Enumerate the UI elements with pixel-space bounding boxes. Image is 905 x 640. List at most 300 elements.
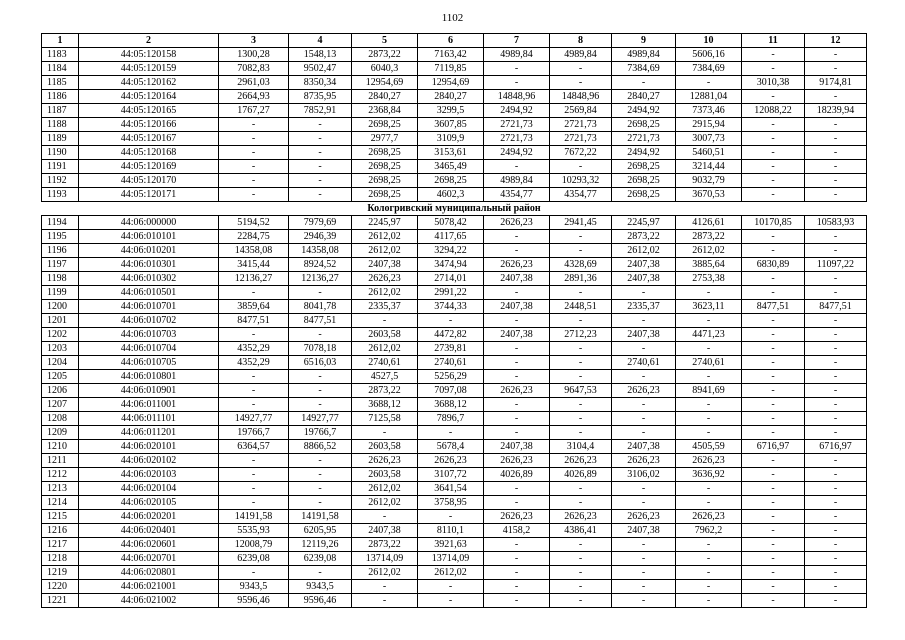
table-row	[42, 62, 867, 76]
table-cell: 3107,72	[418, 468, 484, 482]
table-cell: -	[289, 146, 352, 160]
table-row	[42, 552, 867, 566]
table-cell: 2407,38	[612, 440, 676, 454]
table-cell: 2721,73	[484, 132, 550, 146]
table-row	[42, 412, 867, 426]
table-cell: 6830,89	[742, 258, 805, 272]
table-cell: 10583,93	[805, 216, 867, 230]
table-cell: 14358,08	[219, 244, 289, 258]
cadastral-code: 44:06:020801	[79, 566, 219, 580]
table-cell: -	[742, 90, 805, 104]
table-cell: -	[484, 76, 550, 90]
table-cell: -	[742, 244, 805, 258]
table-cell: -	[484, 412, 550, 426]
table-cell: 2335,37	[612, 300, 676, 314]
table-cell: 2714,01	[418, 272, 484, 286]
table-cell: -	[219, 454, 289, 468]
table-cell: 2698,25	[352, 160, 418, 174]
table-cell: 2448,51	[550, 300, 612, 314]
table-cell: -	[805, 314, 867, 328]
cadastral-code: 44:06:021001	[79, 580, 219, 594]
table-cell: -	[219, 160, 289, 174]
table-cell: -	[289, 454, 352, 468]
table-cell: 2721,73	[612, 132, 676, 146]
cadastral-code: 44:05:120158	[79, 48, 219, 62]
cadastral-code: 44:05:120159	[79, 62, 219, 76]
table-cell: 7125,58	[352, 412, 418, 426]
table-cell: 2494,92	[612, 146, 676, 160]
row-number: 1211	[42, 454, 79, 468]
table-cell: -	[484, 286, 550, 300]
table-cell: 2603,58	[352, 440, 418, 454]
table-cell: 5678,4	[418, 440, 484, 454]
table-cell: -	[805, 412, 867, 426]
table-cell: -	[805, 356, 867, 370]
table-cell: -	[352, 510, 418, 524]
table-row	[42, 104, 867, 118]
table-cell: 2612,02	[352, 286, 418, 300]
table-cell: -	[550, 580, 612, 594]
table-cell: -	[676, 538, 742, 552]
cadastral-code: 44:06:020601	[79, 538, 219, 552]
table-cell: -	[676, 314, 742, 328]
row-number: 1213	[42, 482, 79, 496]
row-number: 1215	[42, 510, 79, 524]
column-header: 6	[418, 34, 484, 48]
table-cell: -	[805, 160, 867, 174]
table-cell: 2368,84	[352, 104, 418, 118]
row-number: 1194	[42, 216, 79, 230]
row-number: 1207	[42, 398, 79, 412]
table-cell: -	[742, 594, 805, 608]
column-header: 5	[352, 34, 418, 48]
table-cell: 2245,97	[352, 216, 418, 230]
table-cell: -	[805, 62, 867, 76]
table-cell: 6516,03	[289, 356, 352, 370]
table-cell: 2626,23	[676, 510, 742, 524]
table-cell: 2494,92	[484, 146, 550, 160]
table-row	[42, 398, 867, 412]
table-cell: -	[742, 272, 805, 286]
table-cell: -	[484, 398, 550, 412]
table-cell: 14848,96	[484, 90, 550, 104]
cadastral-code: 44:06:020401	[79, 524, 219, 538]
table-cell: 2245,97	[612, 216, 676, 230]
cadastral-code: 44:06:011001	[79, 398, 219, 412]
row-number: 1205	[42, 370, 79, 384]
table-cell: 7097,08	[418, 384, 484, 398]
table-cell: 2698,25	[612, 118, 676, 132]
table-row	[42, 370, 867, 384]
table-cell: -	[805, 118, 867, 132]
table-cell: -	[805, 426, 867, 440]
table-cell: 8477,51	[742, 300, 805, 314]
table-cell: 3641,54	[418, 482, 484, 496]
table-cell: -	[805, 146, 867, 160]
table-cell: -	[742, 398, 805, 412]
table-cell: -	[219, 118, 289, 132]
table-cell: 3010,38	[742, 76, 805, 90]
table-row	[42, 580, 867, 594]
table-row	[42, 160, 867, 174]
table-cell: -	[742, 412, 805, 426]
table-cell: 7078,18	[289, 342, 352, 356]
table-cell: -	[742, 132, 805, 146]
table-cell: 3744,33	[418, 300, 484, 314]
table-cell: 2840,27	[418, 90, 484, 104]
table-cell: 4472,82	[418, 328, 484, 342]
table-cell: 4471,23	[676, 328, 742, 342]
table-cell: -	[352, 580, 418, 594]
table-cell: -	[612, 566, 676, 580]
row-number: 1193	[42, 188, 79, 202]
row-number: 1208	[42, 412, 79, 426]
table-cell: 3607,85	[418, 118, 484, 132]
table-cell: 7119,85	[418, 62, 484, 76]
table-cell: 2335,37	[352, 300, 418, 314]
table-cell: 2407,38	[612, 258, 676, 272]
row-number: 1197	[42, 258, 79, 272]
table-cell: -	[484, 62, 550, 76]
table-row	[42, 300, 867, 314]
table-cell: 10170,85	[742, 216, 805, 230]
table-cell: 8866,52	[289, 440, 352, 454]
column-header: 7	[484, 34, 550, 48]
table-cell: 3465,49	[418, 160, 484, 174]
table-cell: 4989,84	[484, 174, 550, 188]
table-row	[42, 594, 867, 608]
table-row	[42, 454, 867, 468]
table-cell: 2915,94	[676, 118, 742, 132]
table-row	[42, 524, 867, 538]
table-cell: -	[742, 342, 805, 356]
row-number: 1210	[42, 440, 79, 454]
table-cell: 7384,69	[612, 62, 676, 76]
row-number: 1195	[42, 230, 79, 244]
table-cell: 6364,57	[219, 440, 289, 454]
table-cell: 2740,61	[352, 356, 418, 370]
row-number: 1212	[42, 468, 79, 482]
cadastral-code: 44:06:010704	[79, 342, 219, 356]
row-number: 1209	[42, 426, 79, 440]
table-cell: 2698,25	[612, 188, 676, 202]
table-cell: -	[484, 538, 550, 552]
table-cell: -	[418, 580, 484, 594]
table-cell: 2626,23	[352, 454, 418, 468]
table-cell: 18239,94	[805, 104, 867, 118]
table-cell: -	[805, 328, 867, 342]
table-cell: -	[219, 188, 289, 202]
table-row	[42, 440, 867, 454]
table-cell: -	[484, 244, 550, 258]
table-cell: -	[289, 398, 352, 412]
table-cell: -	[289, 496, 352, 510]
table-cell: -	[742, 468, 805, 482]
cadastral-code: 44:06:010201	[79, 244, 219, 258]
table-cell: 2407,38	[352, 524, 418, 538]
table-cell: -	[612, 398, 676, 412]
table-cell: 4989,84	[550, 48, 612, 62]
cadastral-code: 44:06:010705	[79, 356, 219, 370]
table-cell: 5606,16	[676, 48, 742, 62]
cadastral-code: 44:05:120168	[79, 146, 219, 160]
cadastral-code: 44:06:020104	[79, 482, 219, 496]
table-cell: 6040,3	[352, 62, 418, 76]
table-cell: -	[676, 580, 742, 594]
table-cell: 4602,3	[418, 188, 484, 202]
row-number: 1200	[42, 300, 79, 314]
table-cell: -	[742, 62, 805, 76]
table-cell: -	[484, 566, 550, 580]
cadastral-code: 44:06:020701	[79, 552, 219, 566]
table-cell: -	[612, 314, 676, 328]
table-cell: -	[418, 314, 484, 328]
table-cell: -	[742, 426, 805, 440]
table-cell: 9343,5	[289, 580, 352, 594]
table-cell: -	[418, 594, 484, 608]
table-cell: 19766,7	[289, 426, 352, 440]
table-cell: 3415,44	[219, 258, 289, 272]
table-cell: -	[550, 482, 612, 496]
table-cell: -	[676, 566, 742, 580]
table-cell: -	[484, 580, 550, 594]
table-cell: 2407,38	[612, 524, 676, 538]
table-cell: 2698,25	[352, 188, 418, 202]
table-cell: -	[676, 286, 742, 300]
table-cell: 12954,69	[418, 76, 484, 90]
row-number: 1196	[42, 244, 79, 258]
table-cell: 12136,27	[289, 272, 352, 286]
row-number: 1188	[42, 118, 79, 132]
table-row	[42, 538, 867, 552]
table-cell: -	[742, 230, 805, 244]
table-cell: -	[742, 370, 805, 384]
table-cell: 7082,83	[219, 62, 289, 76]
table-cell: 4328,69	[550, 258, 612, 272]
table-row	[42, 426, 867, 440]
table-cell: -	[805, 244, 867, 258]
table-cell: 3859,64	[219, 300, 289, 314]
table-cell: 14927,77	[219, 412, 289, 426]
cadastral-code: 44:05:120162	[79, 76, 219, 90]
table-cell: -	[289, 174, 352, 188]
table-cell: 2612,02	[352, 482, 418, 496]
table-cell: 2407,38	[484, 440, 550, 454]
column-header: 2	[79, 34, 219, 48]
table-cell: -	[805, 398, 867, 412]
row-number: 1217	[42, 538, 79, 552]
table-row	[42, 566, 867, 580]
cadastral-code: 44:06:020105	[79, 496, 219, 510]
table-cell: 2941,45	[550, 216, 612, 230]
table-cell: 7373,46	[676, 104, 742, 118]
table-cell: 8110,1	[418, 524, 484, 538]
row-number: 1218	[42, 552, 79, 566]
table-cell: -	[676, 482, 742, 496]
table-cell: 8041,78	[289, 300, 352, 314]
table-cell: 2946,39	[289, 230, 352, 244]
row-number: 1203	[42, 342, 79, 356]
table-cell: 6239,08	[289, 552, 352, 566]
table-row	[42, 230, 867, 244]
table-cell: 2612,02	[352, 230, 418, 244]
table-cell: 2626,23	[418, 454, 484, 468]
table-cell: 2721,73	[484, 118, 550, 132]
table-cell: -	[676, 412, 742, 426]
table-cell: 9343,5	[219, 580, 289, 594]
table-cell: -	[742, 118, 805, 132]
table-cell: 3007,73	[676, 132, 742, 146]
table-cell: 2698,25	[352, 174, 418, 188]
table-cell: -	[612, 426, 676, 440]
table-cell: 6205,95	[289, 524, 352, 538]
table-cell: 2840,27	[352, 90, 418, 104]
table-cell: -	[219, 398, 289, 412]
table-cell: 9596,46	[219, 594, 289, 608]
table-row	[42, 510, 867, 524]
table-cell: -	[805, 594, 867, 608]
column-header: 12	[805, 34, 867, 48]
table-row	[42, 90, 867, 104]
column-header: 10	[676, 34, 742, 48]
table-cell: -	[805, 510, 867, 524]
table-cell: 2407,38	[484, 300, 550, 314]
table-cell: 4354,77	[484, 188, 550, 202]
table-cell: 6716,97	[742, 440, 805, 454]
table-cell: -	[550, 62, 612, 76]
table-cell: -	[219, 468, 289, 482]
table-cell: -	[805, 342, 867, 356]
column-header: 4	[289, 34, 352, 48]
cadastral-code: 44:06:010801	[79, 370, 219, 384]
table-cell: -	[805, 482, 867, 496]
table-cell: 7979,69	[289, 216, 352, 230]
row-number: 1187	[42, 104, 79, 118]
table-cell: -	[612, 482, 676, 496]
table-cell: 2407,38	[612, 328, 676, 342]
table-cell: -	[219, 566, 289, 580]
table-cell: 12136,27	[219, 272, 289, 286]
table-cell: 2407,38	[352, 258, 418, 272]
table-cell: -	[484, 552, 550, 566]
table-cell: -	[289, 482, 352, 496]
table-cell: 2664,93	[219, 90, 289, 104]
table-cell: 2698,25	[612, 174, 676, 188]
table-cell: 2612,02	[418, 566, 484, 580]
table-cell: 2753,38	[676, 272, 742, 286]
table-row	[42, 384, 867, 398]
table-cell: -	[484, 496, 550, 510]
cadastral-code: 44:06:020101	[79, 440, 219, 454]
table-cell: -	[219, 286, 289, 300]
row-number: 1192	[42, 174, 79, 188]
cadastral-code: 44:05:120165	[79, 104, 219, 118]
table-cell: -	[550, 342, 612, 356]
table-cell: 7962,2	[676, 524, 742, 538]
table-cell: 2961,03	[219, 76, 289, 90]
table-cell: 2740,61	[418, 356, 484, 370]
table-cell: -	[352, 594, 418, 608]
table-cell: 2626,23	[484, 454, 550, 468]
table-cell: -	[219, 482, 289, 496]
table-cell: -	[676, 552, 742, 566]
cadastral-code: 44:05:120164	[79, 90, 219, 104]
table-cell: -	[550, 412, 612, 426]
table-cell: -	[805, 552, 867, 566]
table-cell: -	[742, 48, 805, 62]
table-cell: -	[742, 286, 805, 300]
column-header: 11	[742, 34, 805, 48]
cadastral-code: 44:05:120170	[79, 174, 219, 188]
header-row	[42, 34, 867, 48]
table-cell: -	[742, 174, 805, 188]
table-cell: -	[742, 356, 805, 370]
table-cell: 8735,95	[289, 90, 352, 104]
table-cell: 2840,27	[612, 90, 676, 104]
table-cell: 10293,32	[550, 174, 612, 188]
table-cell: 2740,61	[676, 356, 742, 370]
cadastral-code: 44:06:010302	[79, 272, 219, 286]
table-cell: 2407,38	[484, 328, 550, 342]
table-cell: -	[805, 90, 867, 104]
data-table	[41, 33, 867, 608]
table-row	[42, 118, 867, 132]
table-cell: 2626,23	[676, 454, 742, 468]
table-cell: 2873,22	[352, 538, 418, 552]
table-cell: -	[550, 552, 612, 566]
table-row	[42, 286, 867, 300]
table-cell: -	[484, 342, 550, 356]
table-cell: -	[805, 566, 867, 580]
table-row	[42, 314, 867, 328]
table-cell: 2739,81	[418, 342, 484, 356]
cadastral-code: 44:06:020201	[79, 510, 219, 524]
table-cell: 5256,29	[418, 370, 484, 384]
table-cell: 2569,84	[550, 104, 612, 118]
table-cell: -	[805, 538, 867, 552]
table-row	[42, 328, 867, 342]
section-row	[42, 202, 867, 216]
table-cell: -	[289, 566, 352, 580]
table-cell: 1300,28	[219, 48, 289, 62]
table-cell: 2721,73	[550, 132, 612, 146]
table-cell: -	[805, 454, 867, 468]
table-cell: 2494,92	[612, 104, 676, 118]
table-cell: -	[219, 370, 289, 384]
table-cell: -	[676, 496, 742, 510]
table-cell: -	[742, 328, 805, 342]
table-cell: -	[805, 496, 867, 510]
table-cell: 2612,02	[676, 244, 742, 258]
table-cell: 3623,11	[676, 300, 742, 314]
row-number: 1198	[42, 272, 79, 286]
table-cell: -	[484, 314, 550, 328]
table-cell: 4126,61	[676, 216, 742, 230]
table-cell: 3106,02	[612, 468, 676, 482]
table-cell: 8924,52	[289, 258, 352, 272]
table-cell: -	[550, 496, 612, 510]
table-cell: 2603,58	[352, 468, 418, 482]
table-cell: 12881,04	[676, 90, 742, 104]
column-header: 3	[219, 34, 289, 48]
cadastral-code: 44:06:010703	[79, 328, 219, 342]
table-cell: 14191,58	[219, 510, 289, 524]
cadastral-code: 44:06:000000	[79, 216, 219, 230]
table-row	[42, 132, 867, 146]
table-row	[42, 244, 867, 258]
table-cell: -	[550, 594, 612, 608]
table-cell: -	[550, 76, 612, 90]
